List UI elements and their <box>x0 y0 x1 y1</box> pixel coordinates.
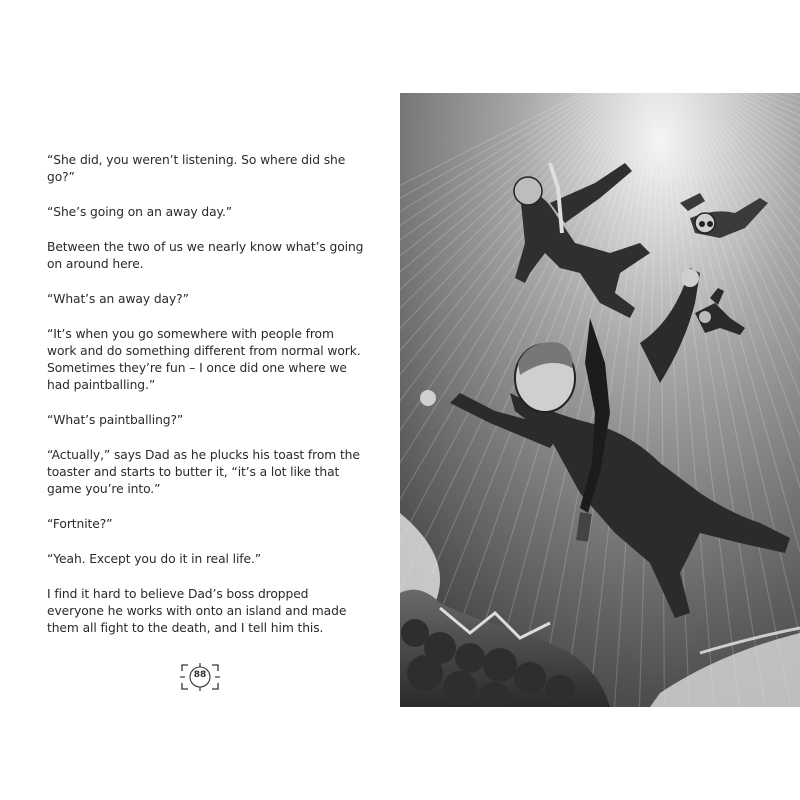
paragraph: “What’s paintballing?” <box>47 413 184 427</box>
paragraph: “She’s going on an away day.” <box>47 205 233 219</box>
page-number <box>180 663 220 691</box>
body-text <box>47 152 367 655</box>
paragraph: “Yeah. Except you do it in real life.” <box>47 552 262 566</box>
skydiving-illustration <box>400 93 800 707</box>
paragraph: Between the two of us we nearly know what’s going on around here. <box>47 240 364 271</box>
paragraph: “Fortnite?” <box>47 517 113 531</box>
paragraph: I find it hard to believe Dad’s boss dropped everyone he works with onto an island and made them all fight to the death, and I tell him this. <box>47 587 347 635</box>
paragraph: “It’s when you go somewhere with people from work and do something different from normal work. Sometimes they’re fun – I once did one where we had paintballing.” <box>47 327 361 392</box>
paragraph: “She did, you weren’t listening. So where did she go?” <box>47 153 346 184</box>
paragraph: “Actually,” says Dad as he plucks his toast from the toaster and starts to butter it, “it’s a lot like that game you’re into.” <box>47 448 360 496</box>
page-number-label: 88 <box>193 670 207 680</box>
paragraph: “What’s an away day?” <box>47 292 189 306</box>
